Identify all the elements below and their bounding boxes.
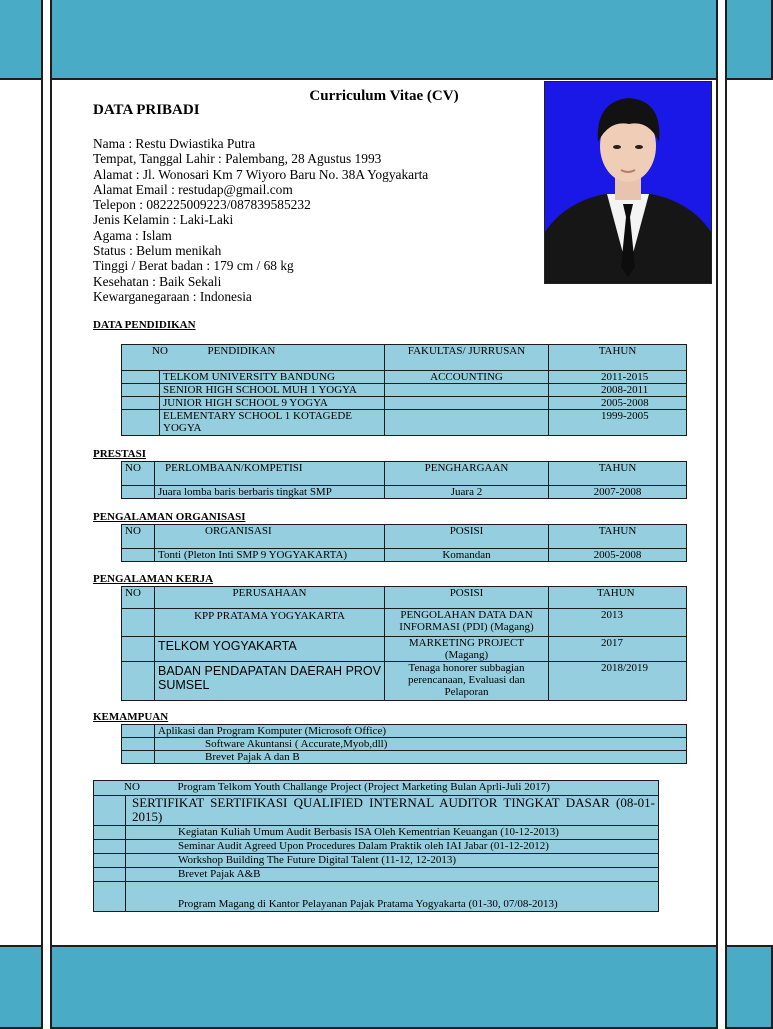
pendidikan-jurusan — [385, 410, 549, 436]
sertifikat-item: Kegiatan Kuliah Umum Audit Berbasis ISA Oleh Kementrian Keuangan (10-12-2013) — [126, 826, 659, 840]
personal-name: Nama : Restu Dwiastika Putra — [93, 136, 256, 151]
personal-birth: Tempat, Tanggal Lahir : Palembang, 28 Agustus 1993 — [93, 151, 382, 167]
personal-email: Alamat Email : restudap@gmail.com — [93, 181, 293, 197]
table-header-row — [122, 462, 687, 486]
header-perusahaan: PERUSAHAAN — [155, 587, 385, 609]
organisasi-table — [121, 524, 687, 562]
sertifikat-item: SERTIFIKAT SERTIFIKASI QUALIFIED INTERNAL AUDITOR TINGKAT DASAR (08-01-2015) — [126, 796, 659, 826]
kemampuan-item: Software Akuntansi ( Accurate,Myob,dll) — [155, 738, 687, 751]
kemampuan-table — [121, 724, 687, 764]
section-pendidikan-heading: DATA PENDIDIKAN — [93, 319, 196, 331]
header-posisi: POSISI — [385, 587, 549, 609]
pendidikan-tahun: 2005-2008 — [549, 397, 687, 410]
table-row — [122, 725, 687, 738]
personal-religion: Agama : Islam — [93, 227, 172, 243]
kemampuan-item: Aplikasi dan Program Komputer (Microsoft Office) — [155, 725, 687, 738]
pendidikan-name: SENIOR HIGH SCHOOL MUH 1 YOGYA — [160, 384, 385, 397]
header-no: NO — [122, 587, 155, 609]
pendidikan-tahun: 1999-2005 — [549, 410, 687, 436]
footer-band-right — [725, 945, 773, 1029]
section-kemampuan-heading: KEMAMPUAN — [93, 711, 169, 723]
personal-address: Alamat : Jl. Wonosari Km 7 Wiyoro Baru No. 38A Yogyakarta — [93, 166, 429, 182]
pendidikan-tahun: 2011-2015 — [549, 371, 687, 384]
footer-band-left — [0, 945, 43, 1029]
header-jurusan: FAKULTAS/ JURRUSAN — [385, 345, 549, 371]
pendidikan-name: JUNIOR HIGH SCHOOL 9 YOGYA — [160, 397, 385, 410]
table-header-row — [122, 587, 687, 609]
table-row — [122, 397, 687, 410]
personal-status: Status : Belum menikah — [93, 243, 222, 259]
personal-info — [93, 136, 428, 304]
table-row — [94, 826, 659, 840]
table-row — [122, 371, 687, 384]
header-posisi: POSISI — [385, 525, 549, 549]
data-pribadi-heading: DATA PRIBADI — [93, 102, 200, 118]
sertifikat-item: Program Magang di Kantor Pelayanan Pajak Pratama Yogyakarta (01-30, 07/08-2013) — [126, 882, 659, 912]
personal-phone: Telepon : 082225009223/087839585232 — [93, 197, 311, 213]
table-row — [122, 410, 687, 436]
kerja-posisi: MARKETING PROJECT (Magang) — [385, 637, 549, 662]
kerja-posisi: Tenaga honorer subbagian perencanaan, Evaluasi dan Pelaporan — [385, 662, 549, 701]
table-header-row — [122, 345, 687, 371]
table-row — [94, 854, 659, 868]
kerja-table — [121, 586, 687, 701]
page-border-right-outer — [725, 0, 727, 1024]
table-header-row — [122, 525, 687, 549]
pendidikan-jurusan: ACCOUNTING — [385, 371, 549, 384]
table-row — [122, 662, 687, 701]
section-kerja-heading: PENGALAMAN KERJA — [93, 573, 214, 585]
table-row — [94, 882, 659, 912]
organisasi-name: Tonti (Pleton Inti SMP 9 YOGYAKARTA) — [155, 549, 385, 562]
cv-title: Curriculum Vitae (CV) — [309, 88, 459, 104]
header-tahun: TAHUN — [549, 525, 687, 549]
profile-photo — [544, 81, 712, 284]
pendidikan-name: ELEMENTARY SCHOOL 1 KOTAGEDE YOGYA — [160, 410, 385, 436]
header-perlombaan: PERLOMBAAN/KOMPETISI — [155, 462, 385, 486]
pendidikan-tahun: 2008-2011 — [549, 384, 687, 397]
table-row — [122, 751, 687, 764]
kerja-name: BADAN PENDAPATAN DAERAH PROV SUMSEL — [155, 662, 385, 701]
kerja-name: KPP PRATAMA YOGYAKARTA — [155, 609, 385, 637]
table-row — [122, 486, 687, 499]
organisasi-posisi: Komandan — [385, 549, 549, 562]
kemampuan-item: Brevet Pajak A dan B — [155, 751, 687, 764]
table-row — [122, 637, 687, 662]
page-border-left-inner — [50, 0, 52, 1024]
sertifikat-table — [93, 780, 659, 912]
profile-photo-image — [545, 82, 711, 283]
sertifikat-item: Workshop Building The Future Digital Talent (11-12, 12-2013) — [126, 854, 659, 868]
sertifikat-item: Brevet Pajak A&B — [126, 868, 659, 882]
kerja-tahun: 2013 — [549, 609, 687, 637]
table-row — [94, 868, 659, 882]
table-row — [94, 840, 659, 854]
table-row — [122, 609, 687, 637]
header-pendidikan: PENDIDIKAN — [160, 345, 385, 371]
prestasi-table — [121, 461, 687, 499]
table-row — [122, 549, 687, 562]
personal-nationality: Kewarganegaraan : Indonesia — [93, 288, 252, 304]
header-band-center — [50, 0, 718, 80]
kerja-tahun: 2017 — [549, 637, 687, 662]
header-tahun: TAHUN — [549, 462, 687, 486]
header-penghargaan: PENGHARGAAN — [385, 462, 549, 486]
sertifikat-item: Seminar Audit Agreed Upon Procedures Dalam Praktik oleh IAI Jabar (01-12-2012) — [126, 840, 659, 854]
personal-gender: Jenis Kelamin : Laki-Laki — [93, 212, 234, 228]
prestasi-tahun: 2007-2008 — [549, 486, 687, 499]
section-prestasi-heading: PRESTASI — [93, 448, 146, 460]
prestasi-award: Juara 2 — [385, 486, 549, 499]
header-no: NO — [122, 345, 160, 371]
sertifikat-no-label: NO — [94, 781, 126, 796]
table-row — [94, 781, 659, 796]
personal-height-weight: Tinggi / Berat badan : 179 cm / 68 kg — [93, 258, 294, 274]
prestasi-name: Juara lomba baris berbaris tingkat SMP — [155, 486, 385, 499]
kerja-tahun: 2018/2019 — [549, 662, 687, 701]
personal-health: Kesehatan : Baik Sekali — [93, 273, 222, 289]
footer-band-center — [50, 945, 718, 1029]
kerja-name: TELKOM YOGYAKARTA — [155, 637, 385, 662]
table-row — [122, 738, 687, 751]
organisasi-tahun: 2005-2008 — [549, 549, 687, 562]
sertifikat-item: Program Telkom Youth Challange Project (Project Marketing Bulan Aprli-Juli 2017) — [126, 781, 659, 796]
table-row — [94, 796, 659, 826]
header-band-left — [0, 0, 43, 80]
page-border-left-outer — [41, 0, 43, 1024]
section-organisasi-heading: PENGALAMAN ORGANISASI — [93, 511, 246, 523]
pendidikan-jurusan — [385, 397, 549, 410]
page-border-right-inner — [716, 0, 718, 1024]
kerja-posisi: PENGOLAHAN DATA DAN INFORMASI (PDI) (Magang) — [385, 609, 549, 637]
pendidikan-table — [121, 344, 687, 436]
table-row — [122, 384, 687, 397]
pendidikan-name: TELKOM UNIVERSITY BANDUNG — [160, 371, 385, 384]
header-tahun: TAHUN — [549, 587, 687, 609]
header-no: NO — [122, 462, 155, 486]
header-organisasi: ORGANISASI — [155, 525, 385, 549]
pendidikan-jurusan — [385, 384, 549, 397]
header-tahun: TAHUN — [549, 345, 687, 371]
header-band-right — [725, 0, 773, 80]
header-no: NO — [122, 525, 155, 549]
